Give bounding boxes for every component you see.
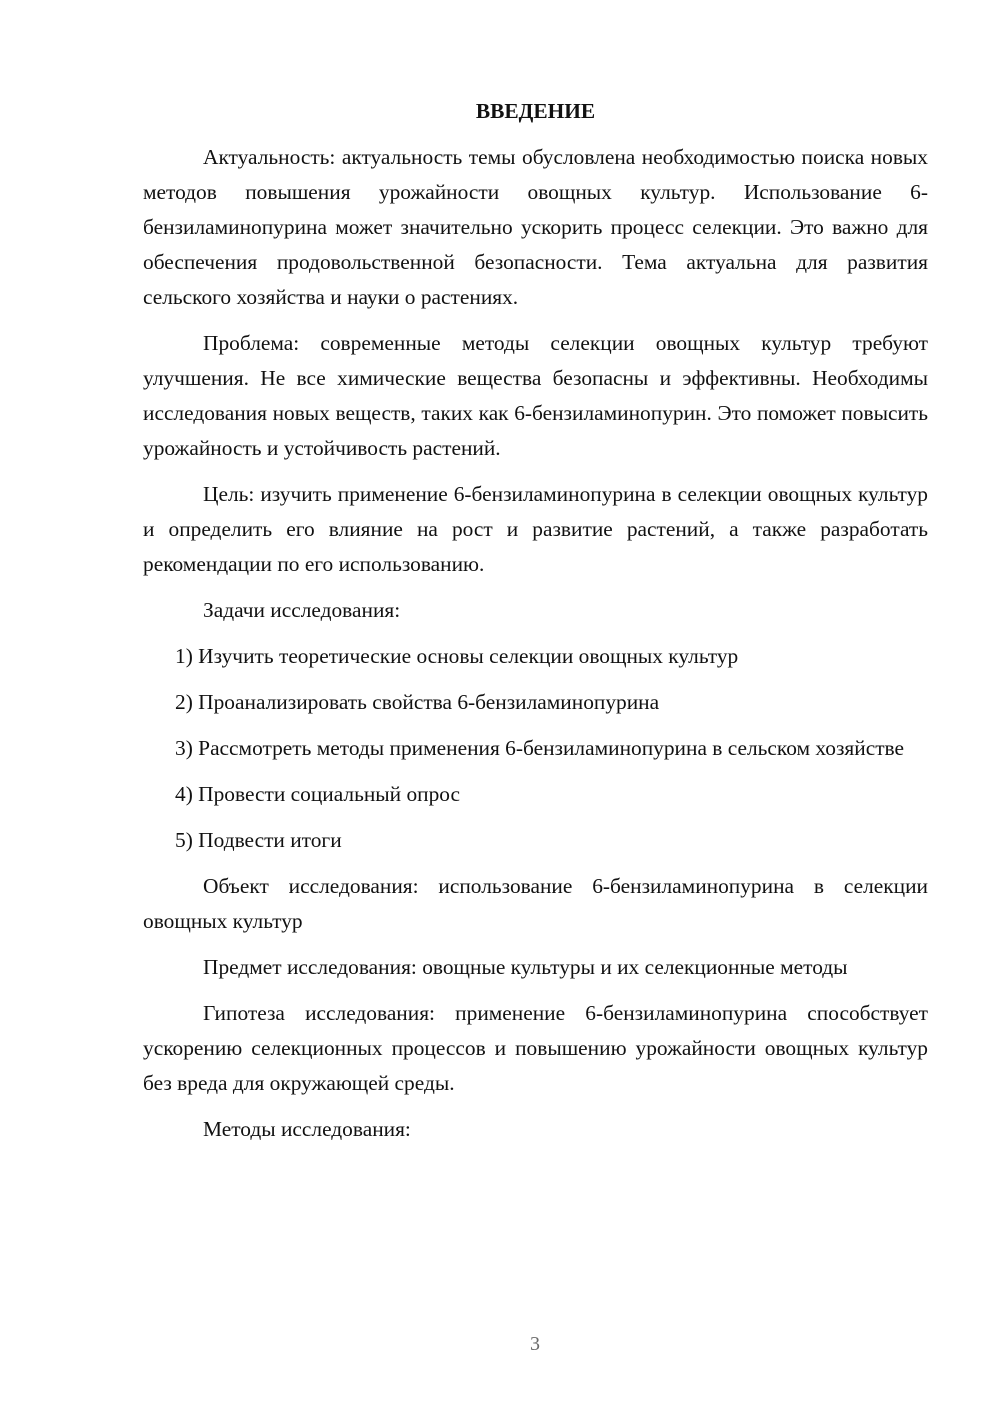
task-item-2: 2) Проанализировать свойства 6-бензиламинопурина	[175, 690, 660, 714]
task-item-5: 5) Подвести итоги	[175, 828, 342, 852]
goal-paragraph: Цель: изучить применение 6-бензиламинопурина в селекции овощных культур и определить его влияние на рост и развитие растений, а также разработать рекомендации по его использованию.	[143, 482, 928, 576]
methods-heading: Методы исследования:	[203, 1117, 411, 1141]
page-content	[143, 94, 928, 1158]
problem-paragraph: Проблема: современные методы селекции овощных культур требуют улучшения. Не все химические вещества безопасны и эффективны. Необходимы исследования новых веществ, таких как 6-бензиламинопурин. Это поможет повысить урожайность и устойчивость растений.	[143, 331, 928, 460]
task-item-4: 4) Провести социальный опрос	[175, 782, 461, 806]
section-title: ВВЕДЕНИЕ	[475, 99, 596, 123]
page-number: 3	[530, 1333, 540, 1355]
relevance-paragraph: Актуальность: актуальность темы обусловлена необходимостью поиска новых методов повышения урожайности овощных культур. Использование 6-бензиламинопурина может значительно ускорить процесс селекции. Это важно для обеспечения продовольственной безопасности. Тема актуальна для развития сельского хозяйства и науки о растениях.	[143, 145, 928, 309]
subject-paragraph: Предмет исследования: овощные культуры и их селекционные методы	[203, 955, 848, 979]
task-item-1: 1) Изучить теоретические основы селекции овощных культур	[175, 644, 739, 668]
hypothesis-paragraph: Гипотеза исследования: применение 6-бензиламинопурина способствует ускорению селекционных процессов и повышению урожайности овощных культур без вреда для окружающей среды.	[143, 1001, 928, 1095]
object-paragraph: Объект исследования: использование 6-бензиламинопурина в селекции овощных культур	[143, 874, 928, 933]
task-item-3: 3) Рассмотреть методы применения 6-бензиламинопурина в сельском хозяйстве	[175, 736, 905, 760]
tasks-heading: Задачи исследования:	[203, 598, 401, 622]
